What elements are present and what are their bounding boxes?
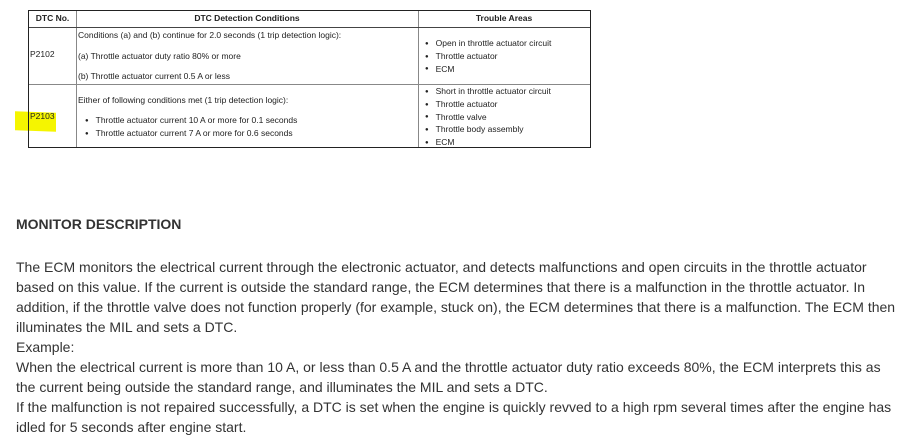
dtc-code: P2102: [30, 49, 55, 59]
paragraph: If the malfunction is not repaired successfully, a DTC is set when the engine is quickly revved to a high rpm several times after the engine has idled for 5 seconds after engine start.: [16, 399, 892, 435]
list-item: ● ECM: [425, 136, 551, 149]
condition-text: Conditions (a) and (b) continue for 2.0 seconds (1 trip detection logic):: [78, 30, 342, 40]
list-item: ● Open in throttle actuator circuit: [425, 37, 551, 50]
trouble-areas-list: [425, 85, 551, 149]
condition-text: Either of following conditions met (1 trip detection logic):: [78, 95, 289, 105]
paragraph: Example:: [16, 339, 75, 355]
section-heading: MONITOR DESCRIPTION: [16, 216, 182, 232]
list-item: ● Throttle valve: [425, 111, 551, 124]
paragraph: The ECM monitors the electrical current through the electronic actuator, and detects malfunctions and open circuits in the throttle actuator based on this value. If the current is outside the standard range, the ECM determines that there is a malfunction in the throttle actuator. In addition, if the throttle valve does not function properly (for example, stuck on), the ECM determines that there is a malfunction. The ECM then illuminates the MIL and sets a DTC.: [16, 259, 896, 335]
list-item: ● Throttle actuator: [425, 98, 551, 111]
list-item: ● Short in throttle actuator circuit: [425, 85, 551, 98]
list-item: ● ECM: [425, 63, 551, 76]
header-trouble-areas: Trouble Areas: [475, 13, 533, 23]
list-item: ● Throttle actuator current 10 A or more for 0.1 seconds: [85, 114, 297, 127]
dtc-code: P2103: [30, 111, 55, 121]
monitor-description: [16, 257, 896, 437]
dtc-table: [28, 10, 591, 148]
list-item: ● Throttle actuator current 7 A or more for 0.6 seconds: [85, 127, 297, 140]
paragraph: When the electrical current is more than 10 A, or less than 0.5 A and the throttle actuator duty ratio exceeds 80%, the ECM interprets this as the current being outside the standard range, and illuminates the MIL and sets a DTC.: [16, 359, 881, 395]
condition-text: (b) Throttle actuator current 0.5 A or less: [78, 71, 230, 81]
conditions-list: [85, 114, 297, 140]
trouble-areas-list: [425, 37, 551, 75]
header-dtc-no: DTC No.: [35, 13, 70, 23]
list-item: ● Throttle actuator: [425, 50, 551, 63]
header-conditions: DTC Detection Conditions: [194, 13, 300, 23]
condition-text: (a) Throttle actuator duty ratio 80% or more: [78, 51, 241, 61]
list-item: ● Throttle body assembly: [425, 123, 551, 136]
